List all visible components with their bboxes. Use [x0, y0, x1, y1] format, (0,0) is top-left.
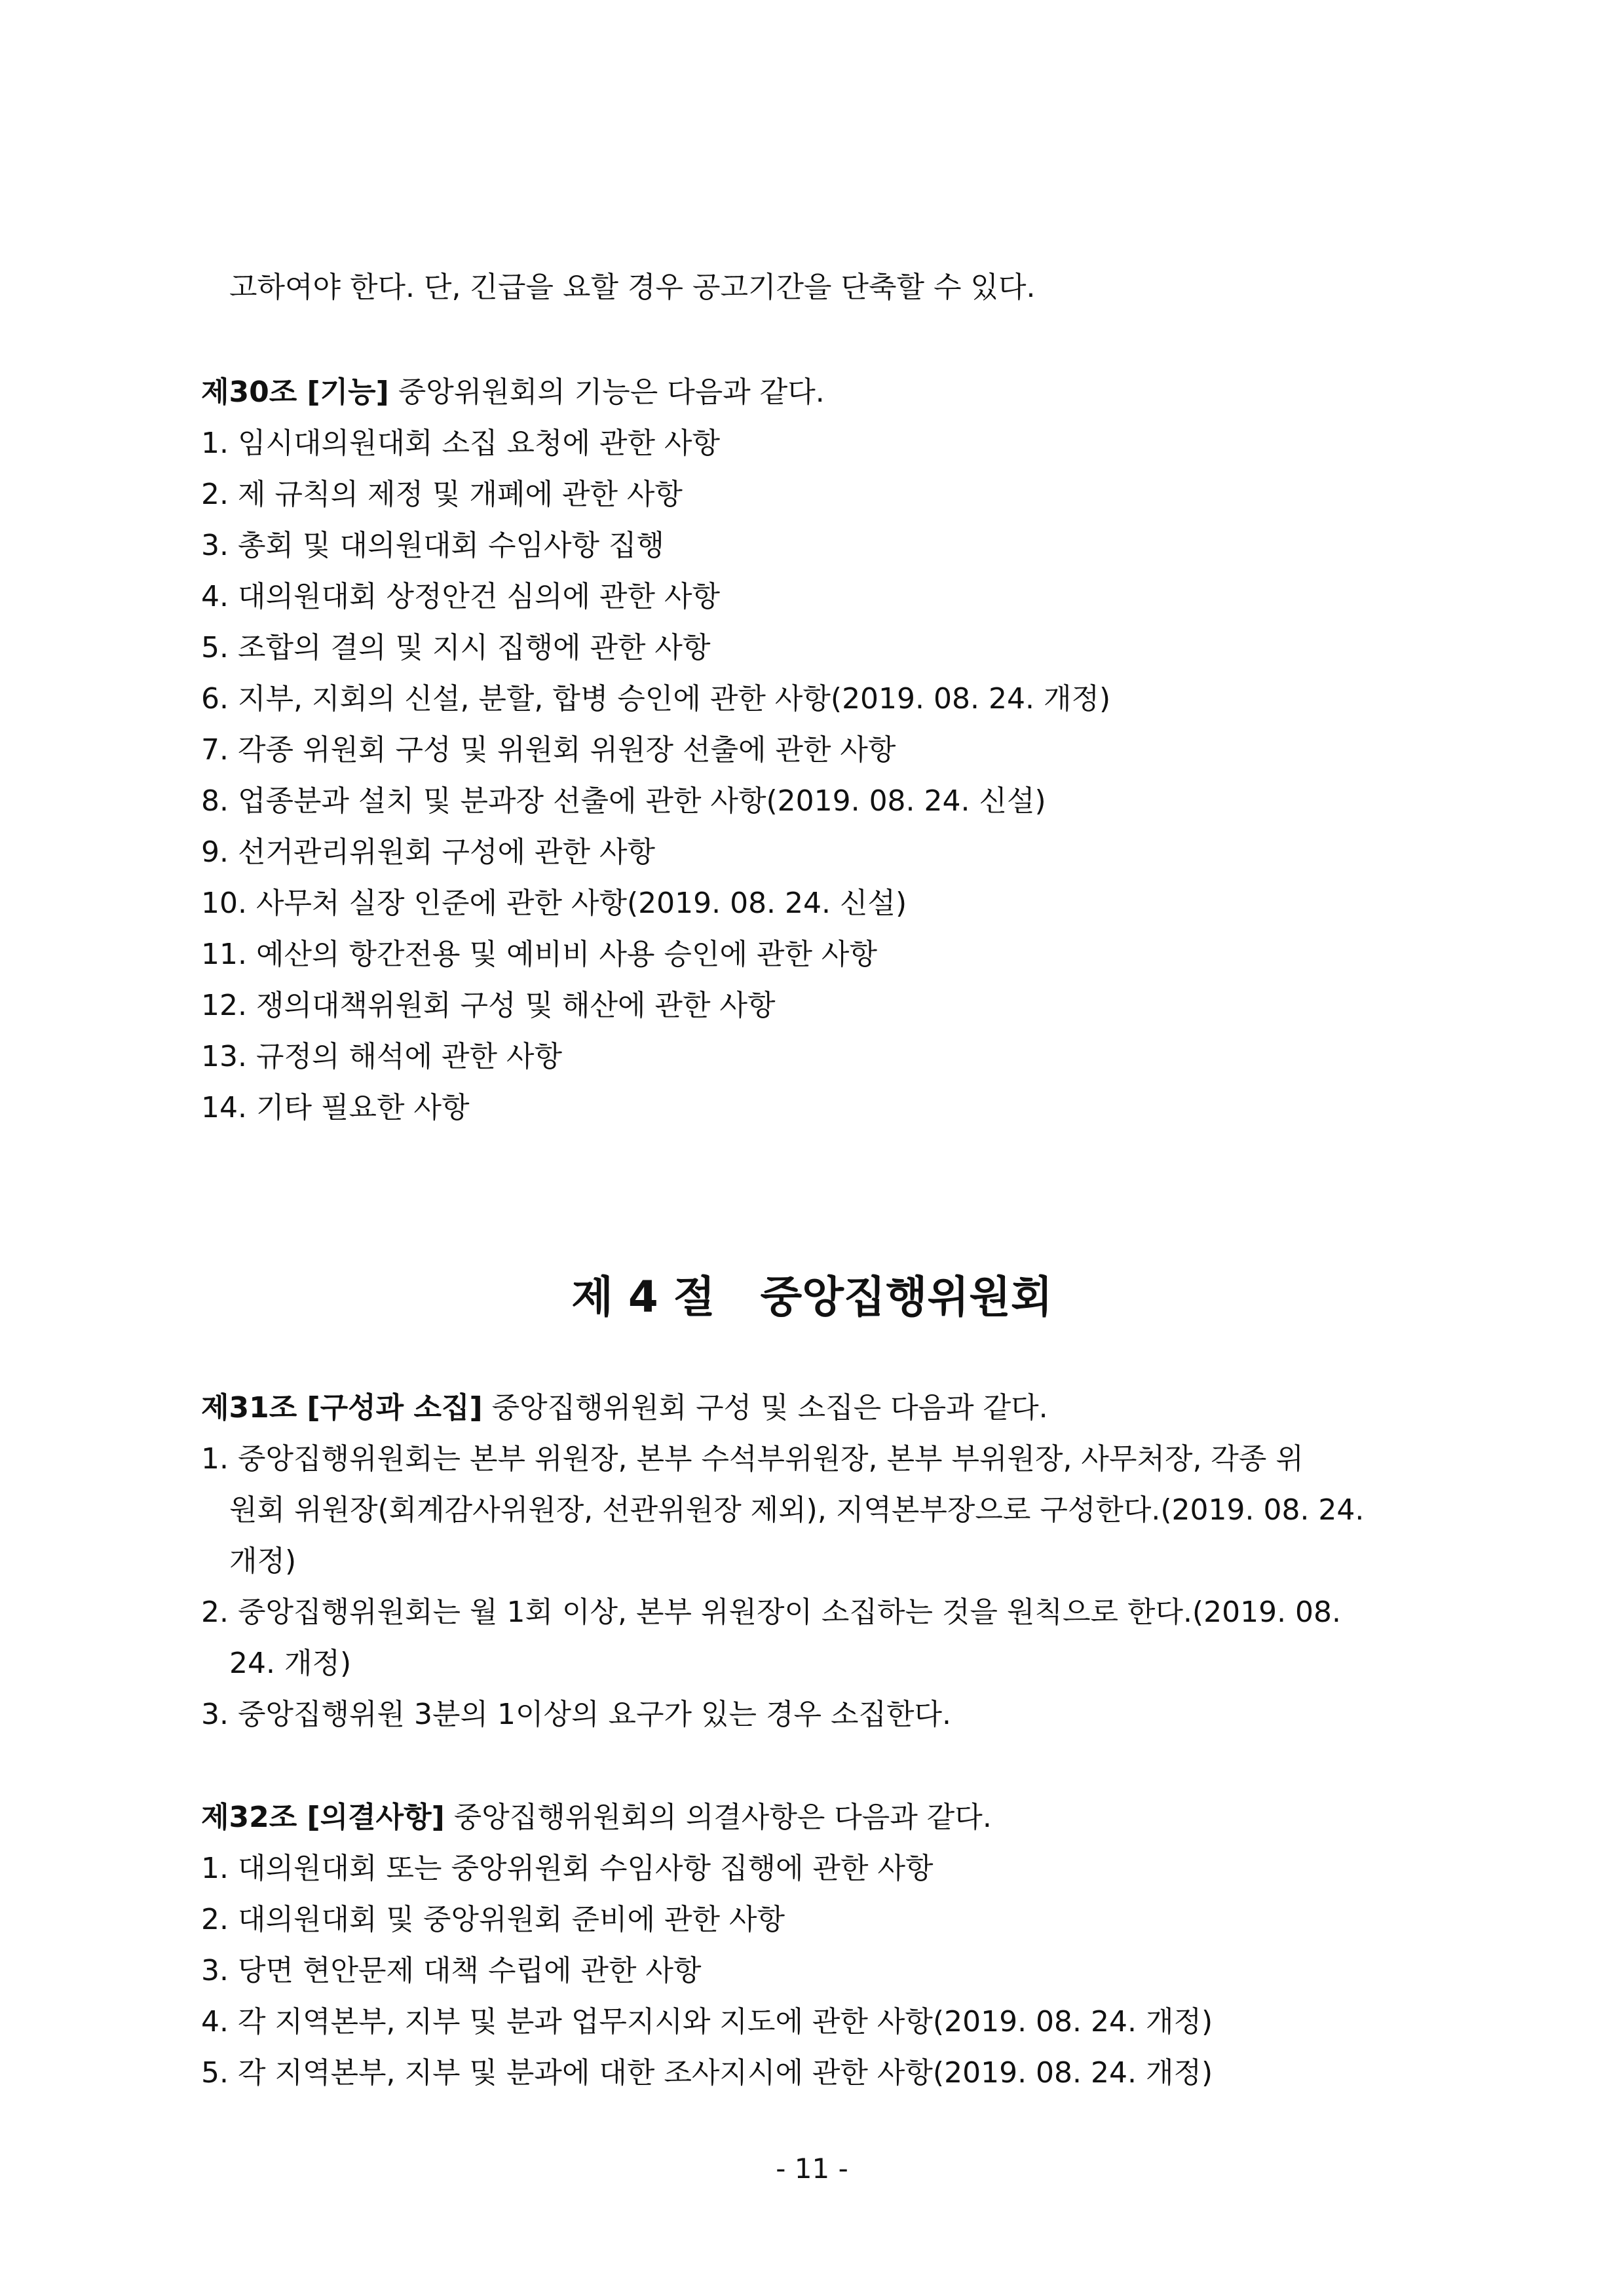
list-item: 1. 임시대의원대회 소집 요청에 관한 사항 — [201, 427, 720, 460]
article-30-intro: 중앙위원회의 기능은 다음과 같다. — [388, 375, 825, 409]
list-item: 9. 선거관리위원회 구성에 관한 사항 — [201, 835, 655, 869]
article-30-heading — [201, 367, 1446, 418]
article-32-intro: 중앙집행위원회의 의결사항은 다음과 같다. — [444, 1801, 992, 1834]
section-title: 제 4 절 중앙집행위원회 — [571, 1272, 1053, 1322]
article-31-title: 제31조 [구성과 소집] — [201, 1391, 483, 1425]
list-item: 4. 대의원대회 상정안건 심의에 관한 사항 — [201, 580, 720, 613]
list-item: 4. 각 지역본부, 지부 및 분과 업무지시와 지도에 관한 사항(2019. 08. 24. 개정) — [201, 2005, 1213, 2038]
list-item: 3. 당면 현안문제 대책 수립에 관한 사항 — [201, 1954, 702, 1987]
list-item: 5. 조합의 결의 및 지시 집행에 관한 사항 — [201, 631, 711, 664]
list-item: 1. 대의원대회 또는 중앙위원회 수임사항 집행에 관한 사항 — [201, 1852, 934, 1885]
list-item: 12. 쟁의대책위원회 구성 및 해산에 관한 사항 — [201, 989, 776, 1022]
list-item: 5. 각 지역본부, 지부 및 분과에 대한 조사지시에 관한 사항(2019. 08. 24. 개정) — [201, 2056, 1213, 2090]
article-32-title: 제32조 [의결사항] — [201, 1801, 445, 1834]
list-item: 7. 각종 위원회 구성 및 위원회 위원장 선출에 관한 사항 — [201, 733, 896, 767]
article-31-intro: 중앙집행위원회 구성 및 소집은 다음과 같다. — [482, 1391, 1048, 1425]
list-item: 3. 중앙집행위원 3분의 1이상의 요구가 있는 경우 소집한다. — [201, 1698, 951, 1731]
list-item: 2. 대의원대회 및 중앙위원회 준비에 관한 사항 — [201, 1903, 785, 1936]
list-item-continuation: 원회 위원장(회계감사위원장, 선관위원장 제외), 지역본부장으로 구성한다.(2019. 08. 24. — [229, 1493, 1365, 1527]
list-item: 13. 규정의 해석에 관한 사항 — [201, 1040, 562, 1073]
list-item: 2. 중앙집행위원회는 월 1회 이상, 본부 위원장이 소집하는 것을 원칙으로 한다.(2019. 08. — [201, 1596, 1342, 1629]
list-item-continuation: 개정) — [229, 1544, 297, 1578]
article-30-title: 제30조 [기능] — [201, 375, 389, 409]
list-item: 11. 예산의 항간전용 및 예비비 사용 승인에 관한 사항 — [201, 938, 877, 971]
list-item: 6. 지부, 지회의 신설, 분할, 합병 승인에 관한 사항(2019. 08. 24. 개정) — [201, 682, 1111, 716]
article-32-heading — [201, 1792, 1446, 1843]
list-item: 2. 제 규칙의 제정 및 개폐에 관한 사항 — [201, 478, 683, 511]
continuation-text: 고하여야 한다. 단, 긴급을 요할 경우 공고기간을 단축할 수 있다. — [229, 271, 1036, 304]
list-item: 1. 중앙집행위원회는 본부 위원장, 본부 수석부위원장, 본부 부위원장, 사무처장, 각종 위 — [201, 1442, 1304, 1476]
list-item-continuation: 24. 개정) — [229, 1647, 352, 1680]
page-number: - 11 - — [776, 2152, 848, 2185]
list-item: 3. 총회 및 대의원대회 수임사항 집행 — [201, 529, 664, 562]
list-item: 14. 기타 필요한 사항 — [201, 1091, 470, 1124]
list-item: 10. 사무처 실장 인준에 관한 사항(2019. 08. 24. 신설) — [201, 887, 907, 920]
list-item: 8. 업종분과 설치 및 분과장 선출에 관한 사항(2019. 08. 24. 신설) — [201, 784, 1046, 818]
article-31-heading — [201, 1383, 1446, 1434]
